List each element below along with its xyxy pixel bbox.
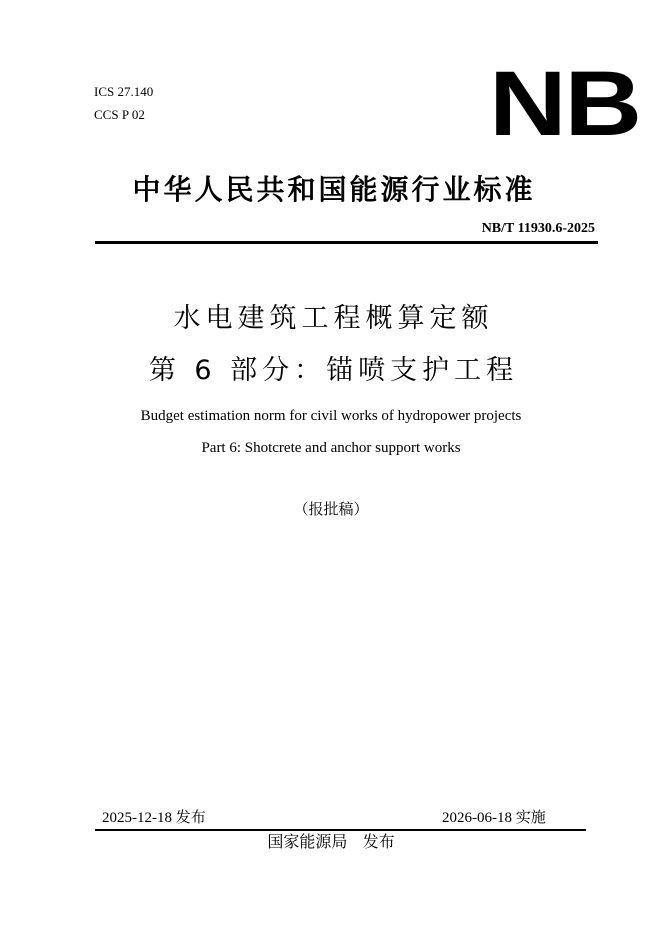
- implementation-date: 2026-06-18 实施: [442, 810, 546, 826]
- chinese-title-line-1: 水电建筑工程概算定额: [173, 303, 494, 334]
- chinese-title-line-2: 第 6 部分：锚喷支护工程: [148, 355, 519, 386]
- standard-number: NB/T 11930.6-2025: [481, 221, 595, 236]
- english-title-line-2: Part 6: Shotcrete and anchor support works: [201, 440, 461, 456]
- issue-date: 2025-12-18 发布: [102, 810, 206, 826]
- standard-category-title: 中华人民共和国能源行业标准: [132, 173, 536, 206]
- ccs-code: CCS P 02: [94, 107, 145, 122]
- draft-status-label: （报批稿）: [293, 500, 369, 518]
- english-title-line-1: Budget estimation norm for civil works of hydropower projects: [140, 408, 522, 424]
- ics-code: ICS 27.140: [94, 84, 154, 99]
- header-divider-line: [95, 241, 598, 244]
- nb-logo: NB: [489, 53, 640, 155]
- issuing-authority: 国家能源局 发布: [267, 832, 395, 851]
